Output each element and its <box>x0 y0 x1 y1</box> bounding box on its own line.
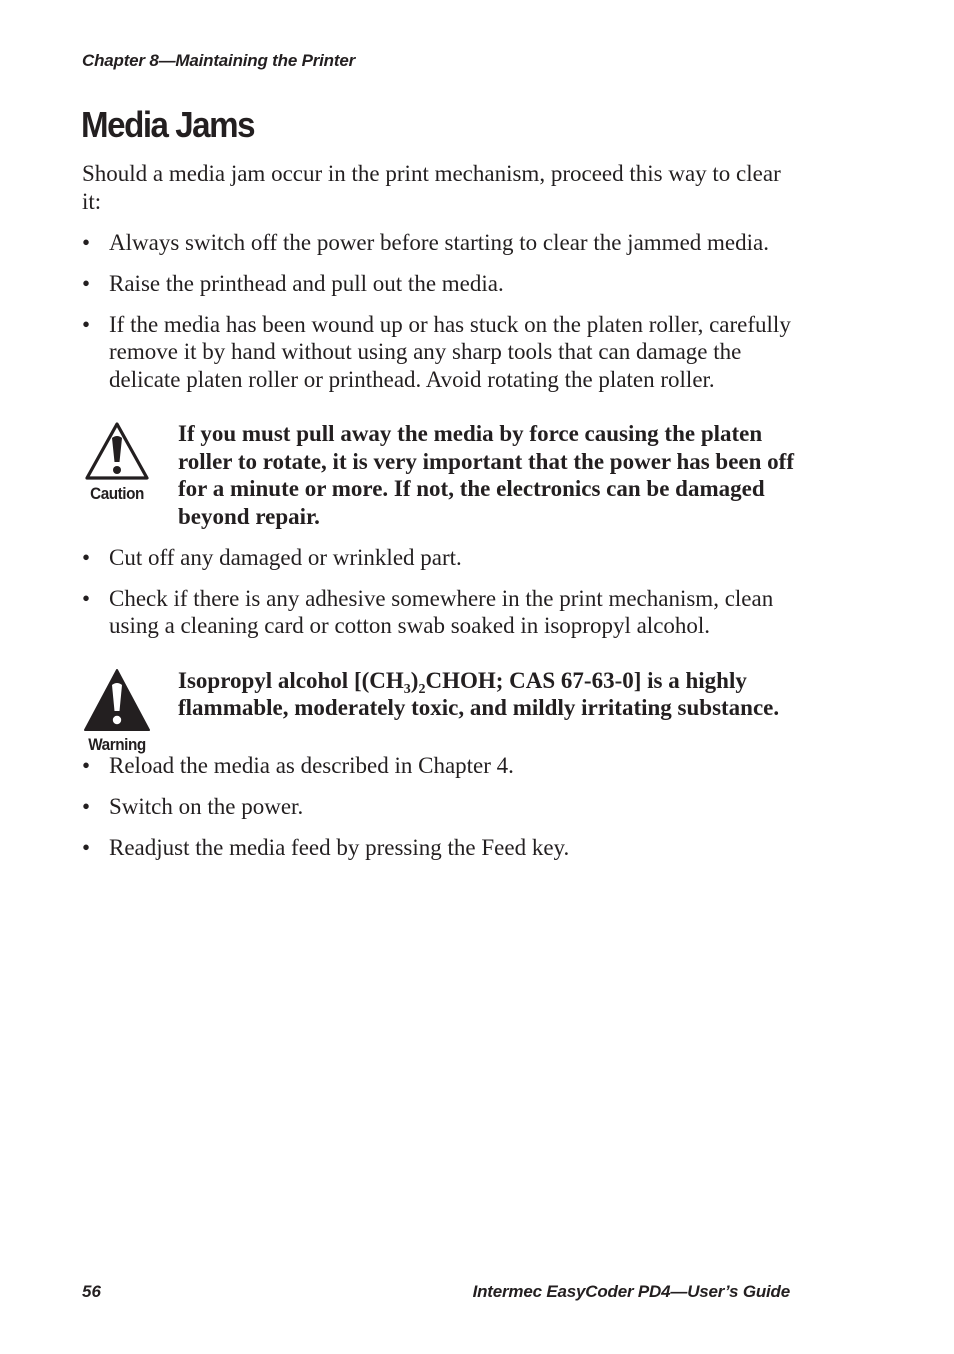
caution-notice <box>82 420 794 530</box>
bullet-dot: • <box>82 752 91 778</box>
list-item-text: Readjust the media feed by pressing the Feed key. <box>109 834 570 860</box>
list-item <box>82 752 794 780</box>
page-title: Media Jams <box>81 104 255 145</box>
bullet-dot: • <box>82 834 91 860</box>
warning-text-part: CHOH; CAS 67-63-0] is a highly flammable, moderately toxic, and mildly irritating substance. <box>178 667 780 720</box>
bullet-list-2 <box>82 544 794 640</box>
bullet-list-3 <box>82 752 794 862</box>
list-item-text: Check if there is any adhesive somewhere in the print mechanism, clean using a cleaning card or cotton swab soaked in isopropyl alcohol. <box>109 585 774 638</box>
list-item-text: Reload the media as described in Chapter 4. <box>109 752 514 778</box>
bullet-dot: • <box>82 793 91 819</box>
warning-text-part: Isopropyl alcohol [(CH <box>178 667 404 693</box>
caution-text: If you must pull away the media by force causing the platen roller to rotate, it is very important that the power has been off for a minute or more. If not, the electronics can be damaged beyond repair. <box>178 421 795 529</box>
list-item-text: Always switch off the power before starting to clear the jammed media. <box>109 229 769 255</box>
warning-triangle-icon <box>83 667 151 733</box>
list-item-text: Switch on the power. <box>109 793 304 819</box>
list-item-text: Raise the printhead and pull out the media. <box>109 270 504 296</box>
caution-icon-group <box>82 420 152 504</box>
list-item <box>82 311 794 394</box>
list-item <box>82 544 794 572</box>
bullet-dot: • <box>82 311 91 337</box>
warning-text <box>178 667 794 722</box>
warning-text-part: ) <box>410 667 419 693</box>
bullet-dot: • <box>82 544 91 570</box>
list-item-text: If the media has been wound up or has stuck on the platen roller, carefully remove it by hand without using any sharp tools that can damage the delicate platen roller or printhead. Avoid rotating the platen roller. <box>109 311 791 392</box>
list-item <box>82 229 794 257</box>
list-item <box>82 793 794 821</box>
intro-paragraph: Should a media jam occur in the print mechanism, proceed this way to clear it: <box>82 161 781 214</box>
list-item <box>82 834 794 862</box>
main-content <box>82 160 794 875</box>
list-item-text: Cut off any damaged or wrinkled part. <box>109 544 462 570</box>
warning-subscript: 2 <box>418 681 426 697</box>
footer-guide-title: Intermec EasyCoder PD4—User’s Guide <box>472 1282 790 1301</box>
warning-notice <box>82 667 794 752</box>
warning-icon-group <box>82 667 152 755</box>
bullet-dot: • <box>82 585 91 611</box>
warning-subscript: 3 <box>403 681 411 697</box>
warning-label: Warning <box>88 734 146 754</box>
caution-label: Caution <box>90 484 144 503</box>
list-item <box>82 585 794 640</box>
running-header: Chapter 8—Maintaining the Printer <box>82 51 355 70</box>
bullet-dot: • <box>82 270 91 296</box>
list-item <box>82 270 794 298</box>
caution-triangle-icon <box>83 420 151 482</box>
page-number: 56 <box>82 1282 101 1301</box>
bullet-dot: • <box>82 229 91 255</box>
bullet-list-1 <box>82 229 794 394</box>
